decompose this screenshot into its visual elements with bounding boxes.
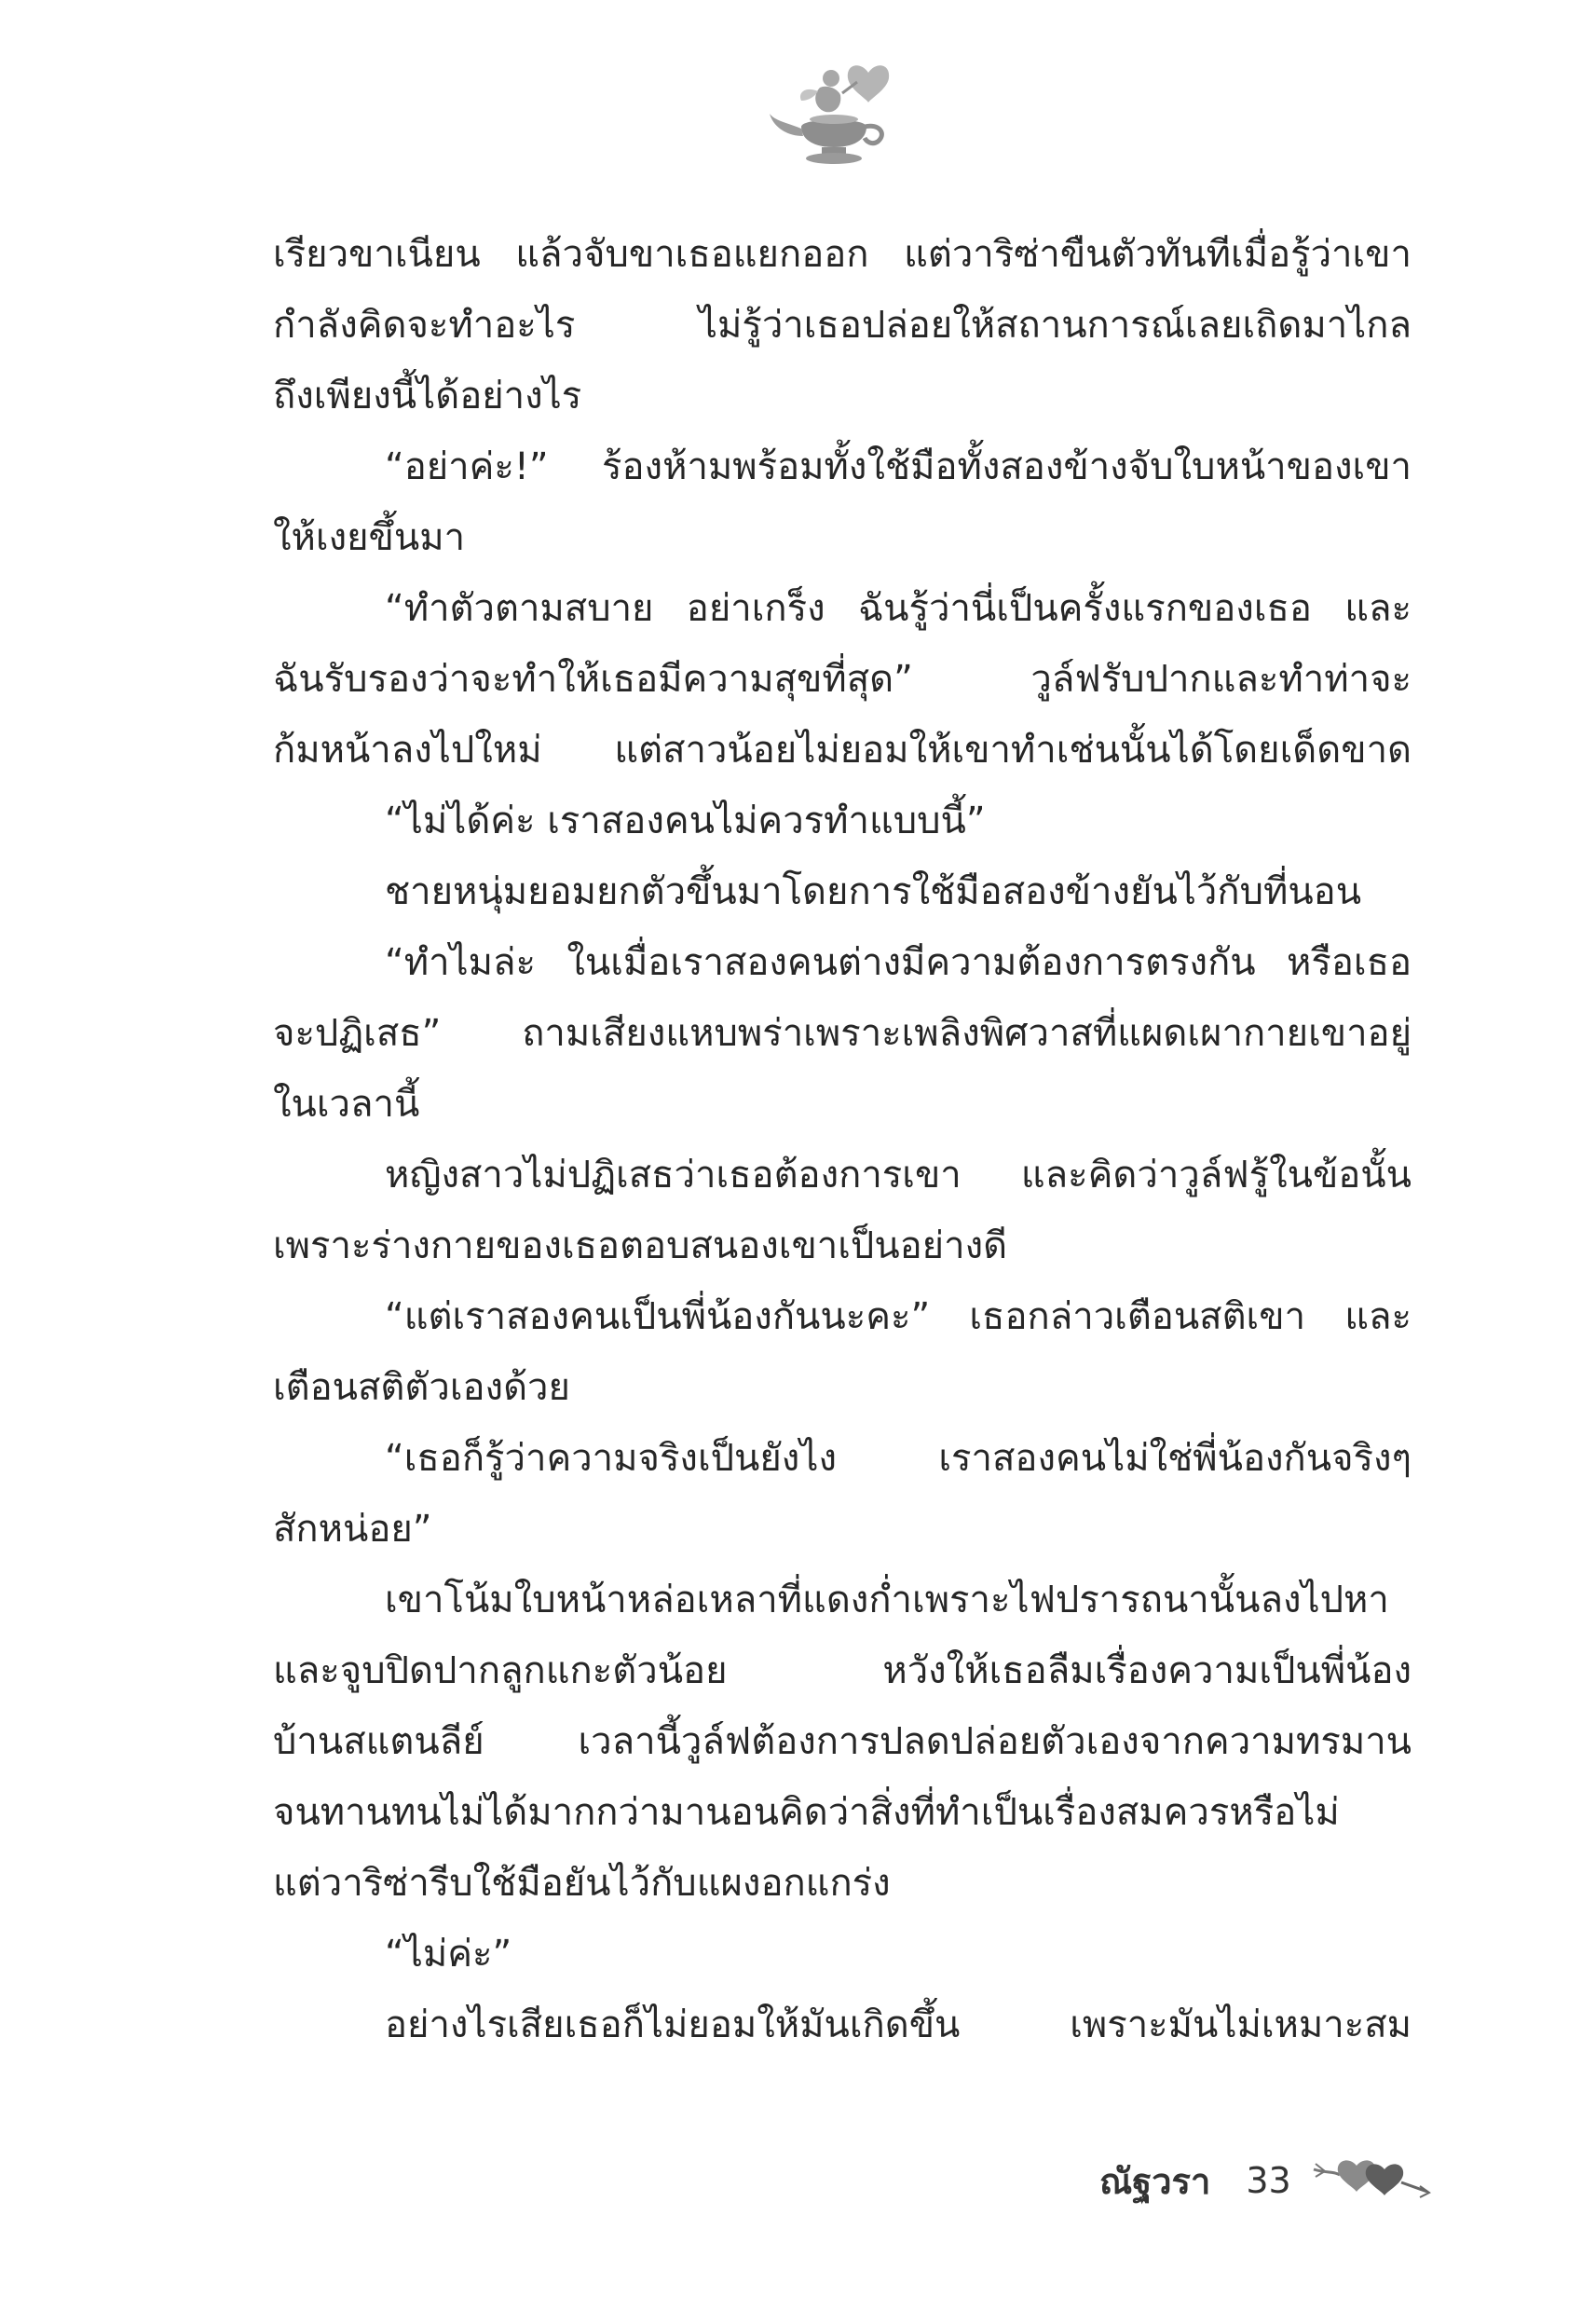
text-line: จะปฏิเสธ” ถามเสียงแหบพร่าเพราะเพลิงพิศวาสที่แผดเผากายเขาอยู่ xyxy=(273,1012,1412,1055)
text-line: ถึงเพียงนี้ได้อย่างไร xyxy=(273,375,582,417)
text-line: ในเวลานี้ xyxy=(273,1083,420,1126)
hearts-arrow-icon xyxy=(1312,2151,1433,2211)
page-footer xyxy=(1099,2153,1433,2208)
text-line: อย่างไรเสียเธอก็ไม่ยอมให้มันเกิดขึ้น เพราะมันไม่เหมาะสม xyxy=(385,2003,1412,2046)
text-line: “แต่เราสองคนเป็นพี่น้องกันนะคะ” เธอกล่าวเตือนสติเขา และ xyxy=(385,1295,1412,1338)
text-line: ให้เงยขึ้นมา xyxy=(273,516,466,559)
text-line: สักหน่อย” xyxy=(273,1508,432,1551)
text-line: “เธอก็รู้ว่าความจริงเป็นยังไง เราสองคนไม่ใช่พี่น้องกันจริงๆ xyxy=(385,1437,1412,1480)
text-line: แต่วาริซ่ารีบใช้มือยันไว้กับแผงอกแกร่ง xyxy=(273,1862,891,1905)
text-line: กำลังคิดจะทำอะไร ไม่รู้ว่าเธอปล่อยให้สถานการณ์เลยเถิดมาไกล xyxy=(273,304,1412,347)
text-line: “ไม่ได้ค่ะ เราสองคนไม่ควรทำแบบนี้” xyxy=(385,800,986,842)
text-line: และจูบปิดปากลูกแกะตัวน้อย หวังให้เธอลืมเรื่องความเป็นพี่น้อง xyxy=(273,1649,1412,1692)
cupid-teapot-icon xyxy=(764,54,904,175)
text-line: ชายหนุ่มยอมยกตัวขึ้นมาโดยการใช้มือสองข้างยันไว้กับที่นอน xyxy=(385,870,1362,913)
footer-author-name: ณัฐวรา xyxy=(1099,2160,1211,2202)
text-line: “ทำตัวตามสบาย อย่าเกร็ง ฉันรู้ว่านี่เป็นครั้งแรกของเธอ และ xyxy=(385,587,1412,630)
text-line: เขาโน้มใบหน้าหล่อเหลาที่แดงก่ำเพราะไฟปรารถนานั้นลงไปหา xyxy=(385,1579,1389,1621)
text-line: ฉันรับรองว่าจะทำให้เธอมีความสุขที่สุด” วูล์ฟรับปากและทำท่าจะ xyxy=(273,658,1412,701)
text-line: เตือนสติตัวเองด้วย xyxy=(273,1366,570,1409)
text-line: “อย่าค่ะ!” ร้องห้ามพร้อมทั้งใช้มือทั้งสองข้างจับใบหน้าของเขา xyxy=(385,445,1412,488)
page-number: 33 xyxy=(1246,2160,1291,2201)
text-line: บ้านสแตนลีย์ เวลานี้วูล์ฟต้องการปลดปล่อยตัวเองจากความทรมาน xyxy=(273,1720,1412,1763)
text-line: “ทำไมล่ะ ในเมื่อเราสองคนต่างมีความต้องการตรงกัน หรือเธอ xyxy=(385,941,1412,984)
page-body-text xyxy=(273,219,1412,2060)
text-line: จนทานทนไม่ได้มากกว่ามานอนคิดว่าสิ่งที่ทำเป็นเรื่องสมควรหรือไม่ xyxy=(273,1791,1340,1834)
text-line: เพราะร่างกายของเธอตอบสนองเขาเป็นอย่างดี xyxy=(273,1224,1008,1267)
text-line: ก้มหน้าลงไปใหม่ แต่สาวน้อยไม่ยอมให้เขาทำเช่นนั้นได้โดยเด็ดขาด xyxy=(273,729,1412,772)
text-line: หญิงสาวไม่ปฏิเสธว่าเธอต้องการเขา และคิดว่าวูล์ฟรู้ในข้อนั้น xyxy=(385,1154,1412,1197)
text-line: เรียวขาเนียน แล้วจับขาเธอแยกออก แต่วาริซ่าขืนตัวทันทีเมื่อรู้ว่าเขา xyxy=(273,233,1412,276)
text-line: “ไม่ค่ะ” xyxy=(385,1933,512,1976)
